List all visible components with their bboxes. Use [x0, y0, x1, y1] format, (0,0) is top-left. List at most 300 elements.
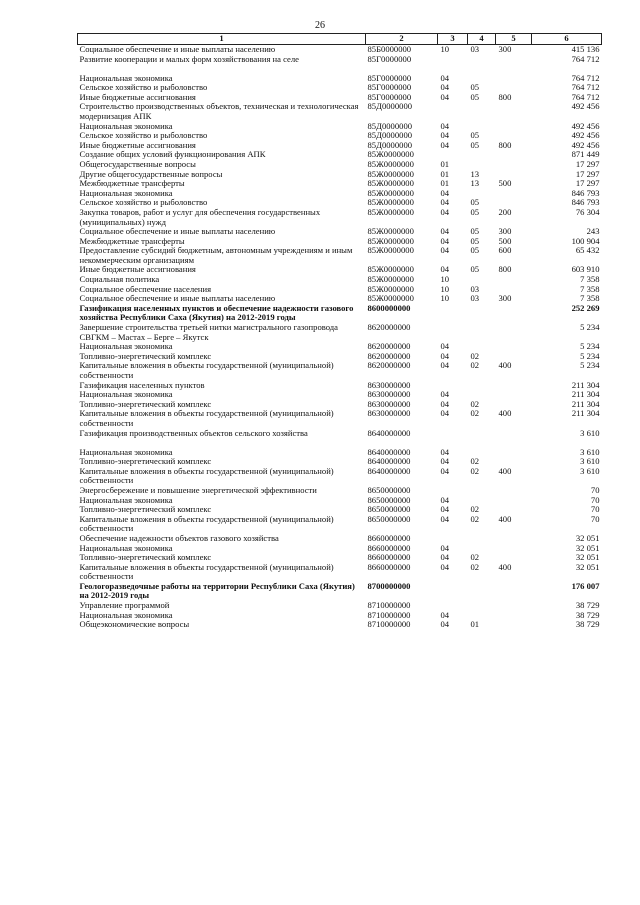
- row-subsection: 05: [470, 207, 480, 217]
- row-expense-type: [496, 275, 532, 285]
- row-name: Капитальные вложения в объекты государственной (муниципальной) собственности: [79, 514, 334, 534]
- row-expense-type: [496, 342, 532, 352]
- row-section: 01: [440, 159, 450, 169]
- table-row: [78, 486, 602, 496]
- row-name: Геологоразведочные работы на территории Республики Саха (Якутия) на 2012-2019 годы: [79, 581, 355, 601]
- row-code: 85Д0000000: [367, 140, 413, 150]
- table-row: [78, 400, 602, 410]
- row-name: Топливно-энергетический комплекс: [79, 351, 212, 361]
- row-section: 04: [440, 620, 450, 630]
- row-name: Иные бюджетные ассигнования: [79, 140, 196, 150]
- table-row: [78, 457, 602, 467]
- row-subsection: [468, 323, 496, 342]
- row-amount: 70: [590, 495, 600, 505]
- row-name: Национальная экономика: [79, 188, 173, 198]
- row-expense-type: 400: [498, 514, 512, 524]
- row-section: 01: [440, 179, 450, 189]
- row-subsection: 03: [470, 284, 480, 294]
- row-name: Другие общегосударственные вопросы: [79, 169, 223, 179]
- row-expense-type: [496, 323, 532, 342]
- row-amount: 492 456: [571, 140, 600, 150]
- row-section: 04: [440, 236, 450, 246]
- row-subsection: 05: [470, 92, 480, 102]
- row-amount: 3 610: [580, 447, 600, 457]
- row-section: 04: [440, 92, 450, 102]
- table-body: [78, 45, 602, 630]
- row-section: 04: [440, 351, 450, 361]
- row-code: 85Ж0000000: [367, 207, 414, 217]
- row-code: 8650000000: [367, 495, 411, 505]
- table-row: [78, 265, 602, 275]
- row-expense-type: [496, 160, 532, 170]
- table-row: [78, 429, 602, 448]
- row-amount: 76 304: [575, 207, 600, 217]
- row-subsection: 03: [470, 44, 480, 54]
- row-name: Закупка товаров, работ и услуг для обеспечения государственных (муниципальных) нужд: [79, 207, 321, 227]
- row-name: Общеэкономические вопросы: [79, 620, 190, 630]
- row-subsection: 02: [470, 351, 480, 361]
- row-subsection: 02: [470, 409, 480, 419]
- row-amount: 603 910: [571, 265, 600, 275]
- row-amount: 38 729: [575, 601, 600, 611]
- row-name: Завершение строительства третьей нитки магистрального газопровода СВГКМ – Мастах – Берге – Якутск: [79, 323, 338, 342]
- row-name: Национальная экономика: [79, 610, 173, 620]
- row-section: 04: [440, 409, 450, 419]
- row-amount: 3 610: [580, 466, 600, 476]
- row-name: Социальное обеспечение и иные выплаты населению: [79, 44, 276, 54]
- row-expense-type: 400: [498, 466, 512, 476]
- row-code: 8650000000: [367, 505, 411, 515]
- row-amount: 492 456: [571, 121, 600, 131]
- row-expense-type: [496, 122, 532, 132]
- row-expense-type: [496, 304, 532, 323]
- table-row: [78, 285, 602, 295]
- row-name: Предоставление субсидий бюджетным, автономным учреждениям и иным некоммерческим организациям: [79, 246, 353, 265]
- column-header-section: 3: [438, 34, 468, 45]
- row-expense-type: 800: [498, 140, 512, 150]
- row-code: 8620000000: [367, 361, 411, 371]
- row-subsection: 02: [470, 361, 480, 371]
- row-section: [438, 429, 468, 448]
- row-subsection: 13: [470, 169, 480, 179]
- row-code: 8710000000: [367, 620, 411, 630]
- row-code: 85Ж0000000: [367, 227, 414, 237]
- row-expense-type: 800: [498, 265, 512, 275]
- row-section: 04: [440, 246, 450, 256]
- table-row: [78, 381, 602, 391]
- row-expense-type: [496, 448, 532, 458]
- row-section: 01: [440, 169, 450, 179]
- row-code: 8640000000: [367, 428, 411, 438]
- row-section: 04: [440, 543, 450, 553]
- row-subsection: [468, 496, 496, 506]
- row-section: 04: [440, 73, 450, 83]
- row-name: Иные бюджетные ассигнования: [79, 265, 196, 275]
- row-amount: 5 234: [580, 323, 600, 333]
- table-row: [78, 544, 602, 554]
- row-subsection: 05: [470, 236, 480, 246]
- row-amount: 871 449: [571, 150, 600, 160]
- row-code: 8700000000: [367, 581, 411, 591]
- row-subsection: 01: [470, 620, 480, 630]
- row-subsection: [468, 390, 496, 400]
- table-row: [78, 515, 602, 534]
- row-name: Капитальные вложения в объекты государственной (муниципальной) собственности: [79, 409, 334, 428]
- table-row: [78, 227, 602, 237]
- row-name: Сельское хозяйство и рыболовство: [79, 198, 208, 208]
- row-code: 85Г0000000: [367, 83, 412, 93]
- row-code: 8640000000: [367, 457, 411, 467]
- row-amount: 38 729: [575, 610, 600, 620]
- row-name: Социальное обеспечение и иные выплаты населению: [79, 294, 276, 304]
- row-subsection: [468, 122, 496, 132]
- row-subsection: 02: [470, 399, 480, 409]
- row-amount: 176 007: [571, 581, 600, 591]
- table-row: [78, 390, 602, 400]
- row-section: 04: [440, 495, 450, 505]
- row-subsection: [468, 160, 496, 170]
- row-expense-type: [496, 429, 532, 448]
- row-subsection: [468, 534, 496, 544]
- row-section: 04: [440, 505, 450, 515]
- row-expense-type: [496, 582, 532, 601]
- table-row: [78, 582, 602, 601]
- row-expense-type: [496, 486, 532, 496]
- row-amount: 3 610: [580, 457, 600, 467]
- row-amount: 32 051: [575, 543, 600, 553]
- row-section: 04: [440, 131, 450, 141]
- row-expense-type: [496, 198, 532, 208]
- row-name: Сельское хозяйство и рыболовство: [79, 83, 208, 93]
- table-row: [78, 141, 602, 151]
- table-row: [78, 55, 602, 74]
- row-amount: 32 051: [575, 562, 600, 572]
- row-subsection: 02: [470, 562, 480, 572]
- row-name: Строительство производственных объектов, техническая и технологическая модернизация АПК: [79, 102, 359, 121]
- row-code: 8650000000: [367, 485, 411, 495]
- row-amount: 5 234: [580, 342, 600, 352]
- table-row: [78, 275, 602, 285]
- row-subsection: [468, 342, 496, 352]
- table-row: [78, 74, 602, 84]
- table-row: [78, 611, 602, 621]
- table-row: [78, 620, 602, 630]
- row-code: 8630000000: [367, 390, 411, 400]
- row-section: [438, 304, 468, 323]
- row-expense-type: [496, 131, 532, 141]
- row-subsection: 03: [470, 294, 480, 304]
- row-code: 8710000000: [367, 601, 411, 611]
- row-amount: 32 051: [575, 533, 600, 543]
- row-amount: 211 304: [571, 399, 600, 409]
- row-expense-type: [496, 55, 532, 74]
- row-subsection: [468, 102, 496, 121]
- row-name: Межбюджетные трансферты: [79, 179, 185, 189]
- row-expense-type: [496, 352, 532, 362]
- table-row: [78, 150, 602, 160]
- row-amount: 17 297: [575, 179, 600, 189]
- row-subsection: 13: [470, 179, 480, 189]
- row-subsection: [468, 55, 496, 74]
- row-name: Создание общих условий функционирования АПК: [79, 150, 266, 160]
- row-code: 85Ж0000000: [367, 284, 414, 294]
- row-subsection: 02: [470, 457, 480, 467]
- row-section: 04: [440, 198, 450, 208]
- row-name: Топливно-энергетический комплекс: [79, 399, 212, 409]
- row-code: 8630000000: [367, 399, 411, 409]
- column-header-subsection: 4: [468, 34, 496, 45]
- column-header-amount: 6: [532, 34, 602, 45]
- row-code: 85Ж0000000: [367, 246, 414, 256]
- budget-table: [77, 33, 602, 630]
- row-name: Развитие кооперации и малых форм хозяйствования на селе: [79, 54, 299, 64]
- row-subsection: 02: [470, 553, 480, 563]
- row-code: 8630000000: [367, 409, 411, 419]
- row-section: [438, 102, 468, 121]
- row-amount: 252 269: [571, 303, 600, 313]
- column-header-code: 2: [366, 34, 438, 45]
- header-row: [78, 34, 602, 45]
- row-code: 8650000000: [367, 514, 411, 524]
- table-row: [78, 553, 602, 563]
- row-subsection: [468, 429, 496, 448]
- row-section: [438, 534, 468, 544]
- column-header-expense-type: 5: [496, 34, 532, 45]
- table-row: [78, 496, 602, 506]
- row-subsection: 05: [470, 246, 480, 256]
- column-header-name: 1: [78, 34, 366, 45]
- row-expense-type: [496, 505, 532, 515]
- row-section: 04: [440, 83, 450, 93]
- row-amount: 764 712: [571, 83, 600, 93]
- row-amount: 70: [590, 485, 600, 495]
- row-amount: 70: [590, 505, 600, 515]
- row-amount: 7 358: [580, 275, 600, 285]
- row-section: 04: [440, 553, 450, 563]
- row-code: 85Д0000000: [367, 131, 413, 141]
- row-code: 85Г0000000: [367, 92, 412, 102]
- row-section: 04: [440, 457, 450, 467]
- row-code: 85Ж0000000: [367, 198, 414, 208]
- row-expense-type: [496, 496, 532, 506]
- table-row: [78, 505, 602, 515]
- row-name: Национальная экономика: [79, 390, 173, 400]
- row-subsection: 05: [470, 83, 480, 93]
- row-name: Энергосбережение и повышение энергетической эффективности: [79, 485, 317, 495]
- row-expense-type: [496, 390, 532, 400]
- row-amount: 38 729: [575, 620, 600, 630]
- row-amount: 17 297: [575, 169, 600, 179]
- row-code: 8640000000: [367, 466, 411, 476]
- row-code: 85Г0000000: [367, 54, 412, 64]
- row-expense-type: 500: [498, 179, 512, 189]
- row-amount: 764 712: [571, 54, 600, 64]
- row-section: 10: [440, 44, 450, 54]
- row-name: Обеспечение надежности объектов газового хозяйства: [79, 533, 279, 543]
- row-expense-type: [496, 544, 532, 554]
- row-code: 8600000000: [367, 303, 411, 313]
- row-expense-type: [496, 611, 532, 621]
- row-amount: 70: [590, 514, 600, 524]
- row-name: Сельское хозяйство и рыболовство: [79, 131, 208, 141]
- table-row: [78, 131, 602, 141]
- row-code: 8660000000: [367, 562, 411, 572]
- table-row: [78, 601, 602, 611]
- row-section: 04: [440, 265, 450, 275]
- row-name: Капитальные вложения в объекты государственной (муниципальной) собственности: [79, 562, 334, 582]
- row-section: 04: [440, 562, 450, 572]
- row-code: 8660000000: [367, 553, 411, 563]
- row-amount: 17 297: [575, 159, 600, 169]
- row-expense-type: [496, 189, 532, 199]
- row-amount: 492 456: [571, 131, 600, 141]
- row-amount: 846 793: [571, 188, 600, 198]
- row-subsection: 05: [470, 227, 480, 237]
- table-row: [78, 179, 602, 189]
- table-row: [78, 198, 602, 208]
- row-subsection: 05: [470, 265, 480, 275]
- table-row: [78, 83, 602, 93]
- table-row: [78, 467, 602, 486]
- row-section: [438, 601, 468, 611]
- row-subsection: [468, 486, 496, 496]
- row-section: 04: [440, 447, 450, 457]
- row-expense-type: [496, 620, 532, 630]
- row-section: 04: [440, 466, 450, 476]
- row-section: 04: [440, 514, 450, 524]
- row-subsection: 05: [470, 131, 480, 141]
- row-name: Общегосударственные вопросы: [79, 159, 196, 169]
- row-code: 8620000000: [367, 351, 411, 361]
- row-code: 8660000000: [367, 543, 411, 553]
- row-amount: 32 051: [575, 553, 600, 563]
- row-expense-type: [496, 400, 532, 410]
- row-section: 04: [440, 610, 450, 620]
- row-subsection: 02: [470, 514, 480, 524]
- row-subsection: [468, 582, 496, 601]
- row-section: 04: [440, 140, 450, 150]
- row-amount: 5 234: [580, 351, 600, 361]
- row-name: Капитальные вложения в объекты государственной (муниципальной) собственности: [79, 466, 334, 486]
- row-expense-type: [496, 150, 532, 160]
- table-row: [78, 409, 602, 428]
- row-code: 85Ж0000000: [367, 294, 414, 304]
- row-section: [438, 323, 468, 342]
- row-amount: 5 234: [580, 361, 600, 371]
- row-amount: 3 610: [580, 428, 600, 438]
- table-row: [78, 563, 602, 582]
- table-row: [78, 93, 602, 103]
- row-amount: 764 712: [571, 73, 600, 83]
- row-amount: 211 304: [571, 390, 600, 400]
- row-code: 8660000000: [367, 533, 411, 543]
- table-row: [78, 342, 602, 352]
- row-expense-type: 400: [498, 409, 512, 419]
- row-amount: 211 304: [571, 409, 600, 419]
- row-section: 04: [440, 342, 450, 352]
- row-expense-type: [496, 83, 532, 93]
- row-section: 10: [440, 275, 450, 285]
- row-expense-type: [496, 74, 532, 84]
- row-expense-type: [496, 553, 532, 563]
- row-code: 85Д0000000: [367, 121, 413, 131]
- table-row: [78, 294, 602, 304]
- row-name: Социальное обеспечение населения: [79, 284, 212, 294]
- row-subsection: [468, 189, 496, 199]
- table-row: [78, 246, 602, 265]
- row-name: Газификация производственных объектов сельского хозяйства: [79, 428, 308, 438]
- row-expense-type: 500: [498, 236, 512, 246]
- row-name: Социальная политика: [79, 275, 160, 285]
- row-expense-type: [496, 102, 532, 121]
- table-row: [78, 534, 602, 544]
- row-code: 85Б0000000: [367, 44, 412, 54]
- row-section: [438, 582, 468, 601]
- row-name: Межбюджетные трансферты: [79, 236, 185, 246]
- row-code: 8640000000: [367, 447, 411, 457]
- row-subsection: [468, 544, 496, 554]
- row-expense-type: 200: [498, 207, 512, 217]
- row-expense-type: [496, 457, 532, 467]
- table-row: [78, 45, 602, 55]
- row-code: 85Ж0000000: [367, 265, 414, 275]
- row-section: [438, 55, 468, 74]
- table-row: [78, 122, 602, 132]
- row-subsection: [468, 74, 496, 84]
- row-code: 85Ж0000000: [367, 169, 414, 179]
- row-code: 85Ж0000000: [367, 179, 414, 189]
- row-name: Капитальные вложения в объекты государственной (муниципальной) собственности: [79, 361, 334, 380]
- row-name: Национальная экономика: [79, 121, 173, 131]
- row-section: 10: [440, 284, 450, 294]
- row-subsection: [468, 304, 496, 323]
- row-name: Национальная экономика: [79, 543, 173, 553]
- row-name: Национальная экономика: [79, 447, 173, 457]
- row-amount: 415 136: [571, 44, 600, 54]
- row-name: Газификация населенных пунктов и обеспечение надежности газового хозяйства Республики Саха (Якутия) на 2012-2019 годы: [79, 303, 354, 323]
- page-number: 26: [315, 20, 325, 31]
- row-expense-type: 600: [498, 246, 512, 256]
- row-expense-type: [496, 534, 532, 544]
- row-code: 85Ж0000000: [367, 159, 414, 169]
- row-amount: 65 432: [575, 246, 600, 256]
- row-subsection: 05: [470, 198, 480, 208]
- row-code: 85Ж0000000: [367, 236, 414, 246]
- row-expense-type: [496, 381, 532, 391]
- row-name: Газификация населенных пунктов: [79, 380, 205, 390]
- table-row: [78, 189, 602, 199]
- row-amount: 100 904: [571, 236, 600, 246]
- row-subsection: 05: [470, 140, 480, 150]
- row-name: Топливно-энергетический комплекс: [79, 553, 212, 563]
- row-amount: 243: [586, 227, 600, 237]
- row-amount: 7 358: [580, 284, 600, 294]
- row-section: 04: [440, 390, 450, 400]
- row-name: Национальная экономика: [79, 342, 173, 352]
- row-code: 85Д0000000: [367, 102, 413, 112]
- table-row: [78, 448, 602, 458]
- row-name: Топливно-энергетический комплекс: [79, 457, 212, 467]
- row-subsection: [468, 150, 496, 160]
- row-expense-type: [496, 285, 532, 295]
- row-section: 04: [440, 361, 450, 371]
- row-amount: 492 456: [571, 102, 600, 112]
- row-expense-type: 400: [498, 361, 512, 371]
- table-row: [78, 170, 602, 180]
- row-expense-type: 400: [498, 562, 512, 572]
- table-row: [78, 237, 602, 247]
- row-expense-type: [496, 170, 532, 180]
